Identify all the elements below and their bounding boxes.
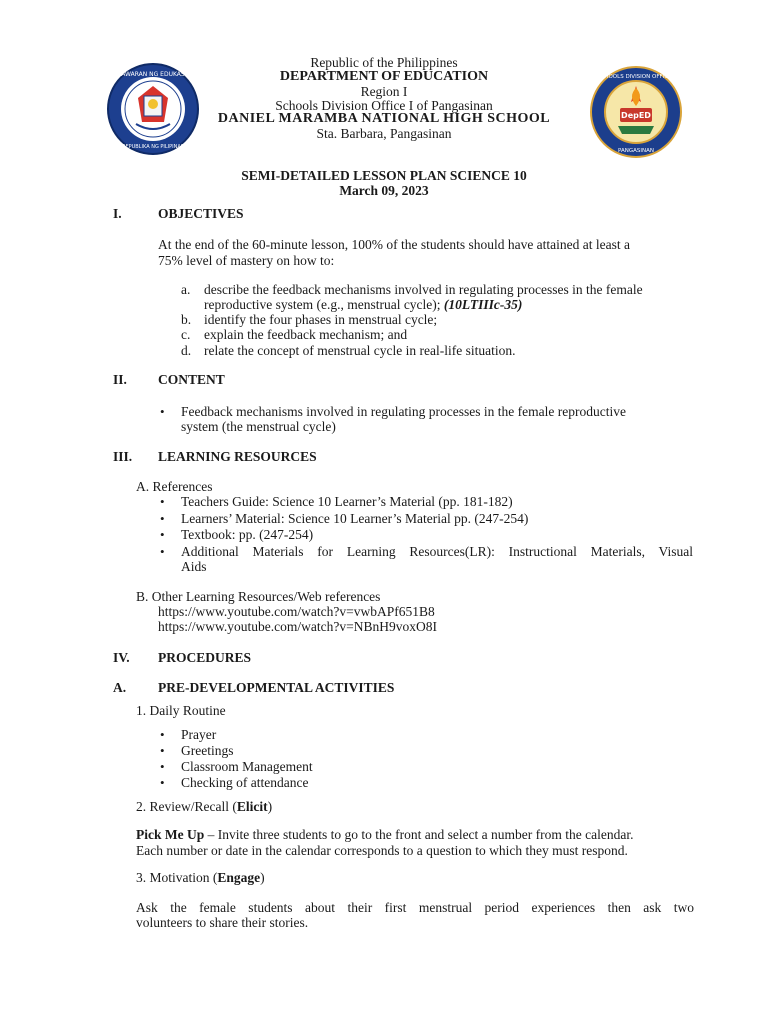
resources-heading: LEARNING RESOURCES bbox=[158, 449, 317, 464]
svg-text:DepED: DepED bbox=[621, 111, 651, 120]
motivation-text-line2: volunteers to share their stories. bbox=[136, 915, 309, 930]
objective-b-text: identify the four phases in menstrual cycle; bbox=[204, 312, 438, 327]
svg-text:PANGASINAN: PANGASINAN bbox=[618, 148, 654, 154]
reference-item: Textbook: pp. (247-254) bbox=[181, 527, 314, 542]
review-recall-post: ) bbox=[267, 799, 273, 814]
objectives-number: I. bbox=[113, 206, 122, 221]
daily-routine-label: 1. Daily Routine bbox=[136, 703, 226, 718]
routine-item: Greetings bbox=[181, 743, 234, 758]
lesson-plan-date: March 09, 2023 bbox=[339, 183, 429, 198]
motivation-bold: Engage bbox=[217, 870, 261, 885]
objective-a-text-cont bbox=[204, 297, 522, 313]
bullet-icon: • bbox=[160, 544, 165, 559]
objective-a-letter: a. bbox=[181, 282, 191, 297]
pick-me-up-text: – Invite three students to go to the front and select a number from the calendar. bbox=[204, 827, 634, 842]
header-address: Sta. Barbara, Pangasinan bbox=[316, 126, 452, 141]
objective-c-text: explain the feedback mechanism; and bbox=[204, 327, 408, 342]
header-republic: Republic of the Philippines bbox=[310, 55, 458, 70]
pick-me-up-line1 bbox=[136, 827, 694, 843]
pre-dev-number: A. bbox=[113, 680, 127, 695]
content-number: II. bbox=[113, 372, 127, 387]
reference-item: Additional Materials for Learning Resources(LR): Instructional Materials, Visual bbox=[181, 544, 693, 559]
objective-a-text-line2: reproductive system (e.g., menstrual cycle); bbox=[204, 297, 441, 312]
pre-dev-heading: PRE-DEVELOPMENTAL ACTIVITIES bbox=[158, 680, 395, 695]
objectives-intro-line1: At the end of the 60-minute lesson, 100% of the students should have attained at least a bbox=[158, 237, 631, 252]
objective-d-letter: d. bbox=[181, 343, 192, 358]
content-heading: CONTENT bbox=[158, 372, 225, 387]
review-recall-pre: 2. Review/Recall ( bbox=[136, 799, 237, 814]
bullet-icon: • bbox=[160, 404, 165, 419]
objectives-heading: OBJECTIVES bbox=[158, 206, 244, 221]
objectives-intro-line2: 75% level of mastery on how to: bbox=[158, 253, 335, 268]
motivation-post: ) bbox=[260, 870, 265, 885]
objective-b-letter: b. bbox=[181, 312, 192, 327]
lesson-plan-title: SEMI-DETAILED LESSON PLAN SCIENCE 10 bbox=[241, 168, 527, 183]
reference-item: Learners’ Material: Science 10 Learner’s Material pp. (247-254) bbox=[181, 511, 529, 526]
motivation-text-line1: Ask the female students about their first menstrual period experiences then ask two bbox=[136, 900, 694, 915]
objective-a-code: (10LTIIIc-35) bbox=[443, 297, 523, 312]
bullet-icon: • bbox=[160, 527, 165, 542]
header-school: DANIEL MARAMBA NATIONAL HIGH SCHOOL bbox=[217, 111, 551, 126]
svg-text:REPUBLIKA NG PILIPINAS: REPUBLIKA NG PILIPINAS bbox=[122, 144, 184, 150]
svg-text:SCHOOLS DIVISION OFFICE I: SCHOOLS DIVISION OFFICE I bbox=[597, 74, 675, 80]
bullet-icon: • bbox=[160, 727, 165, 742]
web-link-2[interactable]: https://www.youtube.com/watch?v=NBnH9voxO8I bbox=[158, 619, 437, 634]
motivation-label bbox=[136, 870, 265, 886]
procedures-number: IV. bbox=[113, 650, 130, 665]
pick-me-up-bold: Pick Me Up bbox=[136, 827, 205, 842]
procedures-heading: PROCEDURES bbox=[158, 650, 252, 665]
reference-item-cont: Aids bbox=[181, 559, 207, 574]
objective-a-text: describe the feedback mechanisms involved in regulating processes in the female bbox=[204, 282, 643, 297]
header-division: Schools Division Office I of Pangasinan bbox=[275, 98, 493, 113]
routine-item: Prayer bbox=[181, 727, 217, 742]
bullet-icon: • bbox=[160, 494, 165, 509]
bullet-icon: • bbox=[160, 511, 165, 526]
resources-number: III. bbox=[113, 449, 133, 464]
web-link-1[interactable]: https://www.youtube.com/watch?v=vwbAPf651B8 bbox=[158, 604, 435, 619]
references-label: A. References bbox=[136, 479, 213, 494]
routine-item: Checking of attendance bbox=[181, 775, 309, 790]
motivation-pre: 3. Motivation ( bbox=[136, 870, 218, 885]
pick-me-up-line2: Each number or date in the calendar corresponds to a question to which they must respond. bbox=[136, 843, 628, 858]
header-department: DEPARTMENT OF EDUCATION bbox=[279, 69, 489, 84]
review-recall-bold: Elicit bbox=[236, 799, 268, 814]
objective-d-text: relate the concept of menstrual cycle in real-life situation. bbox=[204, 343, 516, 358]
web-references-label: B. Other Learning Resources/Web references bbox=[136, 589, 381, 604]
reference-item: Teachers Guide: Science 10 Learner’s Material (pp. 181-182) bbox=[181, 494, 513, 509]
content-item-line1: Feedback mechanisms involved in regulating processes in the female reproductive bbox=[181, 404, 626, 419]
header-region: Region I bbox=[360, 84, 408, 99]
bullet-icon: • bbox=[160, 775, 165, 790]
objective-c-letter: c. bbox=[181, 327, 191, 342]
content-item-line2: system (the menstrual cycle) bbox=[181, 419, 336, 434]
routine-item: Classroom Management bbox=[181, 759, 313, 774]
svg-text:KAGAWARAN NG EDUKASYON: KAGAWARAN NG EDUKASYON bbox=[108, 71, 198, 78]
review-recall-label bbox=[136, 799, 272, 815]
bullet-icon: • bbox=[160, 759, 165, 774]
bullet-icon: • bbox=[160, 743, 165, 758]
